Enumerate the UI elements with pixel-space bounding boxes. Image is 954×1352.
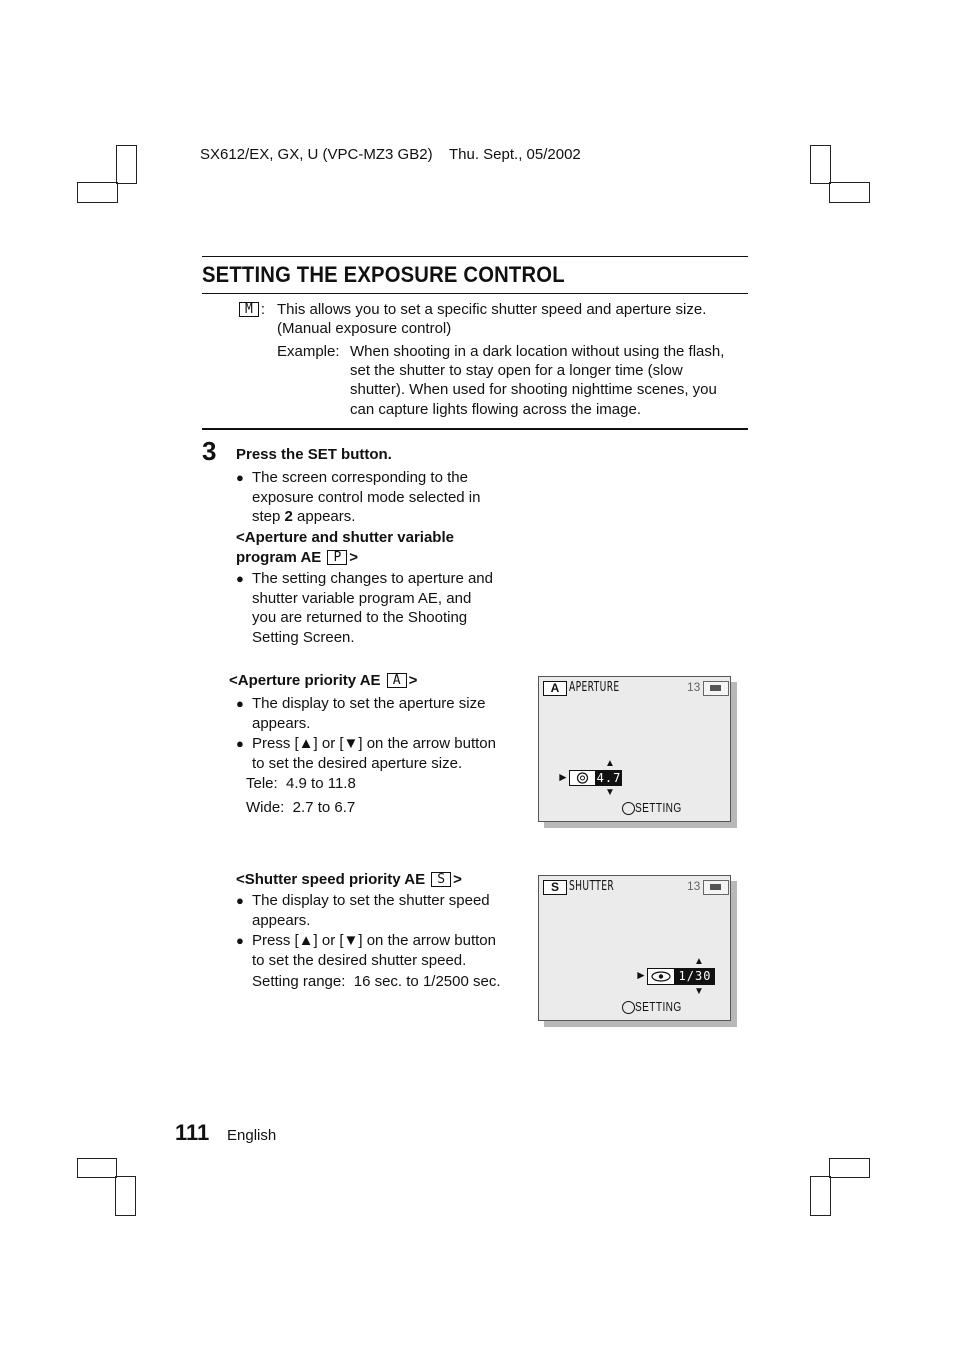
page-number: 111 <box>175 1120 210 1145</box>
section-title: SETTING THE EXPOSURE CONTROL <box>202 262 565 287</box>
right-pointer-icon: ► <box>635 968 647 982</box>
manual-key: M : <box>237 300 265 320</box>
example-line: When shooting in a dark location without using the flash, <box>350 343 725 360</box>
down-arrow-icon: ▼ <box>694 986 704 997</box>
title-rule-bottom <box>202 293 748 294</box>
shutter-range: Setting range: 16 sec. to 1/2500 sec. <box>252 973 501 990</box>
example-line: set the shutter to stay open for a longer time (slow <box>350 362 683 379</box>
lcd-aperture-screen <box>538 676 731 822</box>
set-button-icon <box>622 1001 635 1014</box>
header-date: Thu. Sept., 05/2002 <box>448 146 581 163</box>
crop-mark <box>77 1158 117 1178</box>
aperture-heading: <Aperture priority AE A > <box>229 672 418 689</box>
page-language: English <box>227 1127 277 1144</box>
lcd-setting-hint: SETTING <box>635 999 682 1014</box>
crop-mark <box>829 1158 870 1178</box>
lcd-mode-badge: A <box>543 681 567 696</box>
lcd-shutter-value: 1/30 <box>675 968 715 985</box>
list-item: ● The display to set the shutter speed appears. <box>236 892 490 929</box>
lcd-label: APERTURE <box>569 680 620 695</box>
lcd-shot-count: 13 <box>687 879 701 893</box>
right-pointer-icon: ► <box>557 770 569 784</box>
crop-mark <box>116 145 137 184</box>
program-heading: <Aperture and shutter variable program AE P > <box>236 529 454 566</box>
mode-key-a: A <box>387 673 407 688</box>
mode-key-m: M <box>239 302 259 317</box>
lcd-shutter-screen <box>538 875 731 1021</box>
mode-key-p: P <box>327 550 347 565</box>
crop-mark <box>77 182 118 203</box>
up-arrow-icon: ▲ <box>605 758 615 769</box>
down-arrow-icon: ▼ <box>605 787 615 798</box>
example-label: Example: <box>277 343 340 360</box>
list-item: ● The setting changes to aperture and shutter variable program AE, and you are returned to the Shooting Setting Screen. <box>236 570 493 646</box>
up-arrow-icon: ▲ <box>694 956 704 967</box>
list-item: ● Press [▲] or [▼] on the arrow button to set the desired aperture size. <box>236 735 496 772</box>
manual-line-1: This allows you to set a specific shutter speed and aperture size. <box>277 301 707 318</box>
lcd-label: SHUTTER <box>569 879 615 894</box>
shutter-heading: <Shutter speed priority AE S > <box>236 871 462 888</box>
lcd-aperture-value: 4.7 <box>596 771 622 785</box>
crop-mark <box>810 1176 831 1216</box>
example-line: shutter). When used for shooting nighttime scenes, you <box>350 381 717 398</box>
crop-mark <box>810 145 831 184</box>
header-model: SX612/EX, GX, U (VPC-MZ3 GB2) <box>200 146 433 163</box>
shutter-icon <box>647 968 675 985</box>
example-line: can capture lights flowing across the image. <box>350 401 641 418</box>
camera-icon <box>703 880 729 895</box>
wide-range: Wide: 2.7 to 6.7 <box>246 799 356 816</box>
crop-mark <box>829 182 870 203</box>
title-rule-top <box>202 256 748 257</box>
lcd-shot-count: 13 <box>687 680 701 694</box>
tele-range: Tele: 4.9 to 11.8 <box>246 775 356 792</box>
aperture-icon <box>569 770 596 786</box>
list-item: ● The screen corresponding to the exposure control mode selected in step 2 appears. <box>236 469 481 525</box>
camera-icon <box>703 681 729 696</box>
lcd-mode-badge: S <box>543 880 567 895</box>
list-item: ● The display to set the aperture size appears. <box>236 695 486 732</box>
section-divider <box>202 428 748 430</box>
set-button-icon <box>622 802 635 815</box>
step-instruction: Press the SET button. <box>236 446 392 463</box>
mode-key-s: S <box>431 872 451 887</box>
step-number: 3 <box>202 436 217 466</box>
crop-mark <box>115 1176 136 1216</box>
print-header <box>200 146 581 163</box>
lcd-setting-hint: SETTING <box>635 800 682 815</box>
list-item: ● Press [▲] or [▼] on the arrow button to set the desired shutter speed. <box>236 932 496 969</box>
manual-line-2: (Manual exposure control) <box>277 320 452 337</box>
